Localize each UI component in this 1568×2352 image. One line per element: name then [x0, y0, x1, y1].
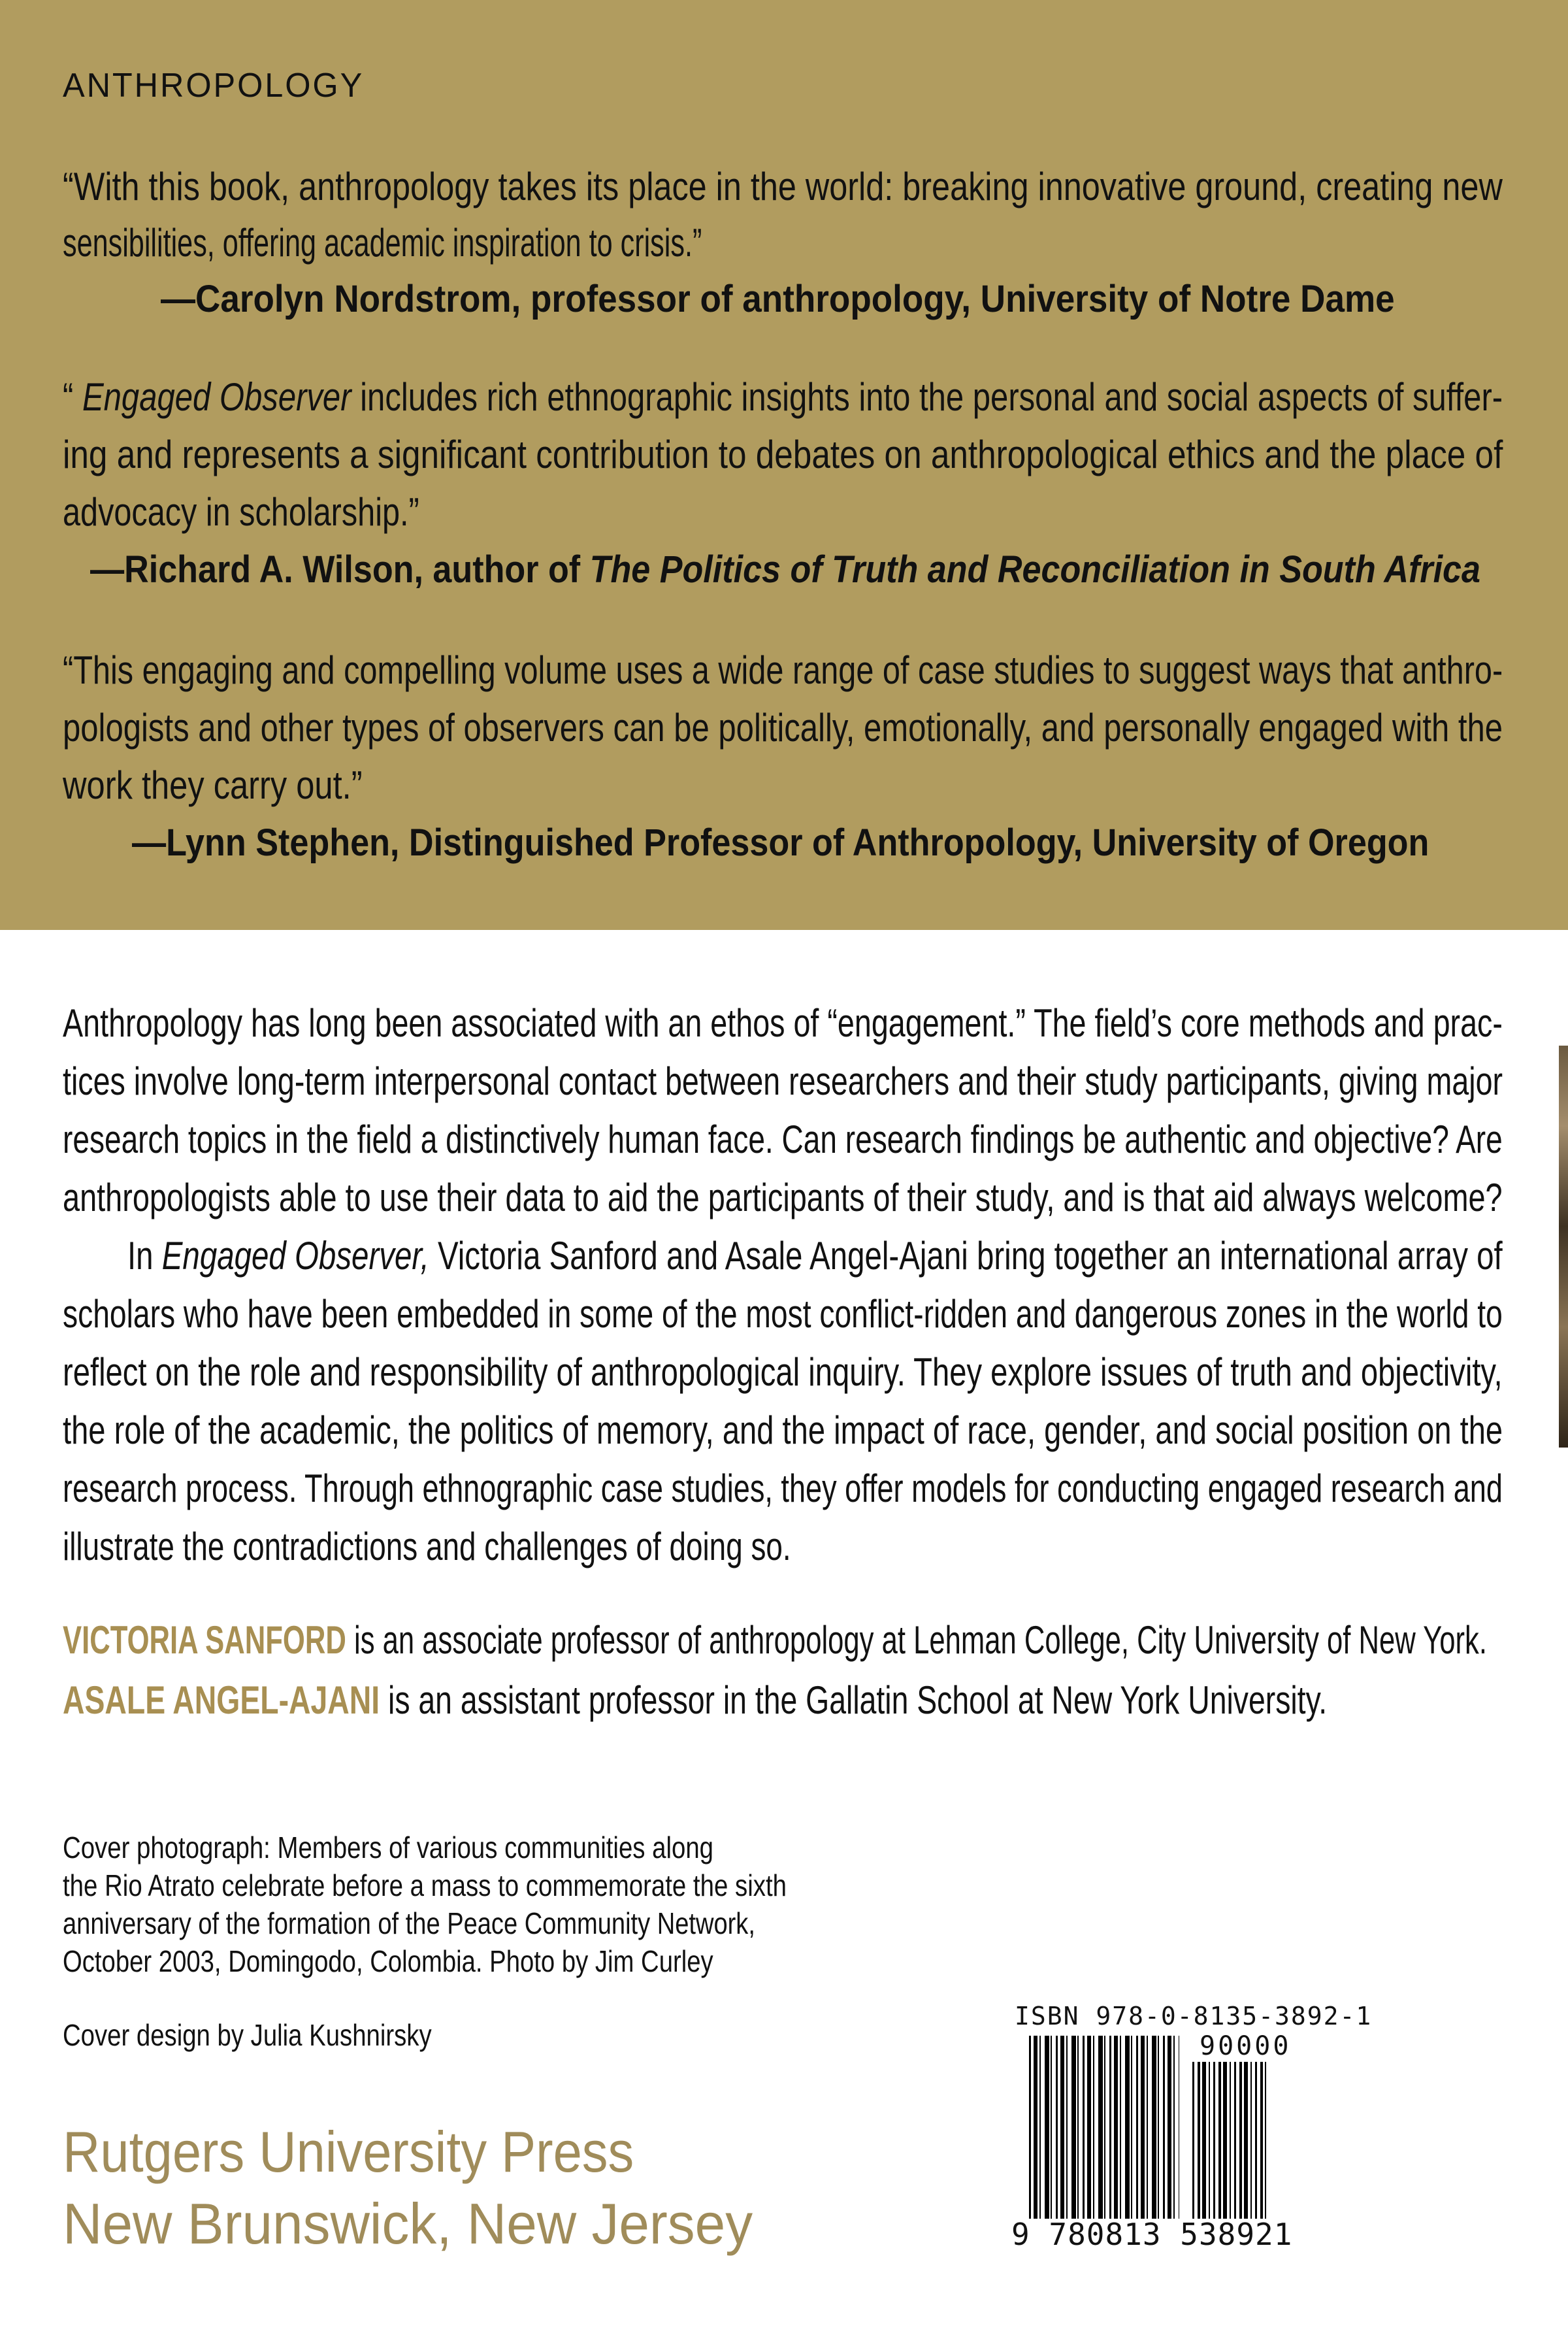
author-bios: VICTORIA SANFORD is an associate professor of anthropology at Lehman College, City University of New York. ASALE ANGEL-AJANI is an assistant professor in the Gallatin School at New York University.: [63, 1618, 1487, 1722]
quote-attribution: —Lynn Stephen, Distinguished Professor of Anthropology, University of Oregon: [132, 821, 1429, 864]
cover-photo-edge: [1559, 1046, 1568, 1448]
publisher-name: Rutgers University Press: [63, 2119, 634, 2184]
author-name: ASALE ANGEL-AJANI: [63, 1678, 380, 1722]
quote-wilson: “ Engaged Observer includes rich ethnographic insights into the personal and social aspects of suffer- ing and represents a significant contribution to debates on anthropological ethics and the place of advocacy in scholarship.” —Richard A. Wilson, author of The Politics of Truth and Reconciliation in South Africa: [63, 369, 1503, 599]
quote-stephen: “This engaging and compelling volume uses a wide range of case studies to suggest ways that anthro- pologists and other types of observers can be politically, emotionally, and personally engaged with the work they carry out.” —Lynn Stephen, Distinguished Professor of Anthropology, University of Oregon: [63, 642, 1503, 872]
quote-attribution: —Richard A. Wilson, author of The Politics of Truth and Reconciliation in South Africa: [90, 548, 1481, 591]
cover-photo-credit: Cover photograph: Members of various communities along the Rio Atrato celebrate before a mass to commemorate the sixth anniversary of the formation of the Peace Community Network, October 2003, Domingodo, Colombia. Photo by Jim Curley: [63, 1830, 787, 1978]
price-code: 90000: [1200, 2031, 1292, 2061]
barcode-bars: [1029, 2036, 1179, 2219]
barcode-addon-bars: [1192, 2062, 1266, 2219]
author-name: VICTORIA SANFORD: [63, 1618, 346, 1662]
isbn-text: ISBN 978-0-8135-3892-1: [1015, 2002, 1373, 2030]
quote-nordstrom: “With this book, anthropology takes its place in the world: breaking innovative ground, creating new sensibilities, offering academic inspiration to crisis.” —Carolyn Nordstrom, professor of anthropology, University of Notre Dame: [63, 159, 1503, 327]
cover-design-credit: Cover design by Julia Kushnirsky: [63, 2018, 432, 2052]
publisher-location: New Brunswick, New Jersey: [63, 2191, 753, 2256]
category-label: ANTHROPOLOGY: [63, 67, 365, 105]
ean-digits: 9 780813 538921: [1011, 2217, 1293, 2252]
quote-attribution: —Carolyn Nordstrom, professor of anthropology, University of Notre Dame: [161, 278, 1395, 320]
book-description: Anthropology has long been associated with an ethos of “engagement.” The field’s core methods and prac- tices involve long-term interpersonal contact between researchers and their study participants, giving major research topics in the field a distinctively human face. Can research findings be authentic and objective? Are anthropologists able to use their data to aid the participants of their study, and is that aid always welcome? In Engaged Observer, Victoria Sanford and Asale Angel-Ajani bring together an international array of scholars who have been embedded in some of the most conflict-ridden and dangerous zones in the world to reflect on the role and responsibility of anthropological inquiry. They explore issues of truth and objectivity, the role of the academic, the politics of memory, and the impact of race, gender, and social position on the research process. Through ethnographic case studies, they offer models for conducting engaged research and illustrate the contradictions and challenges of doing so.: [63, 1001, 1503, 1568]
